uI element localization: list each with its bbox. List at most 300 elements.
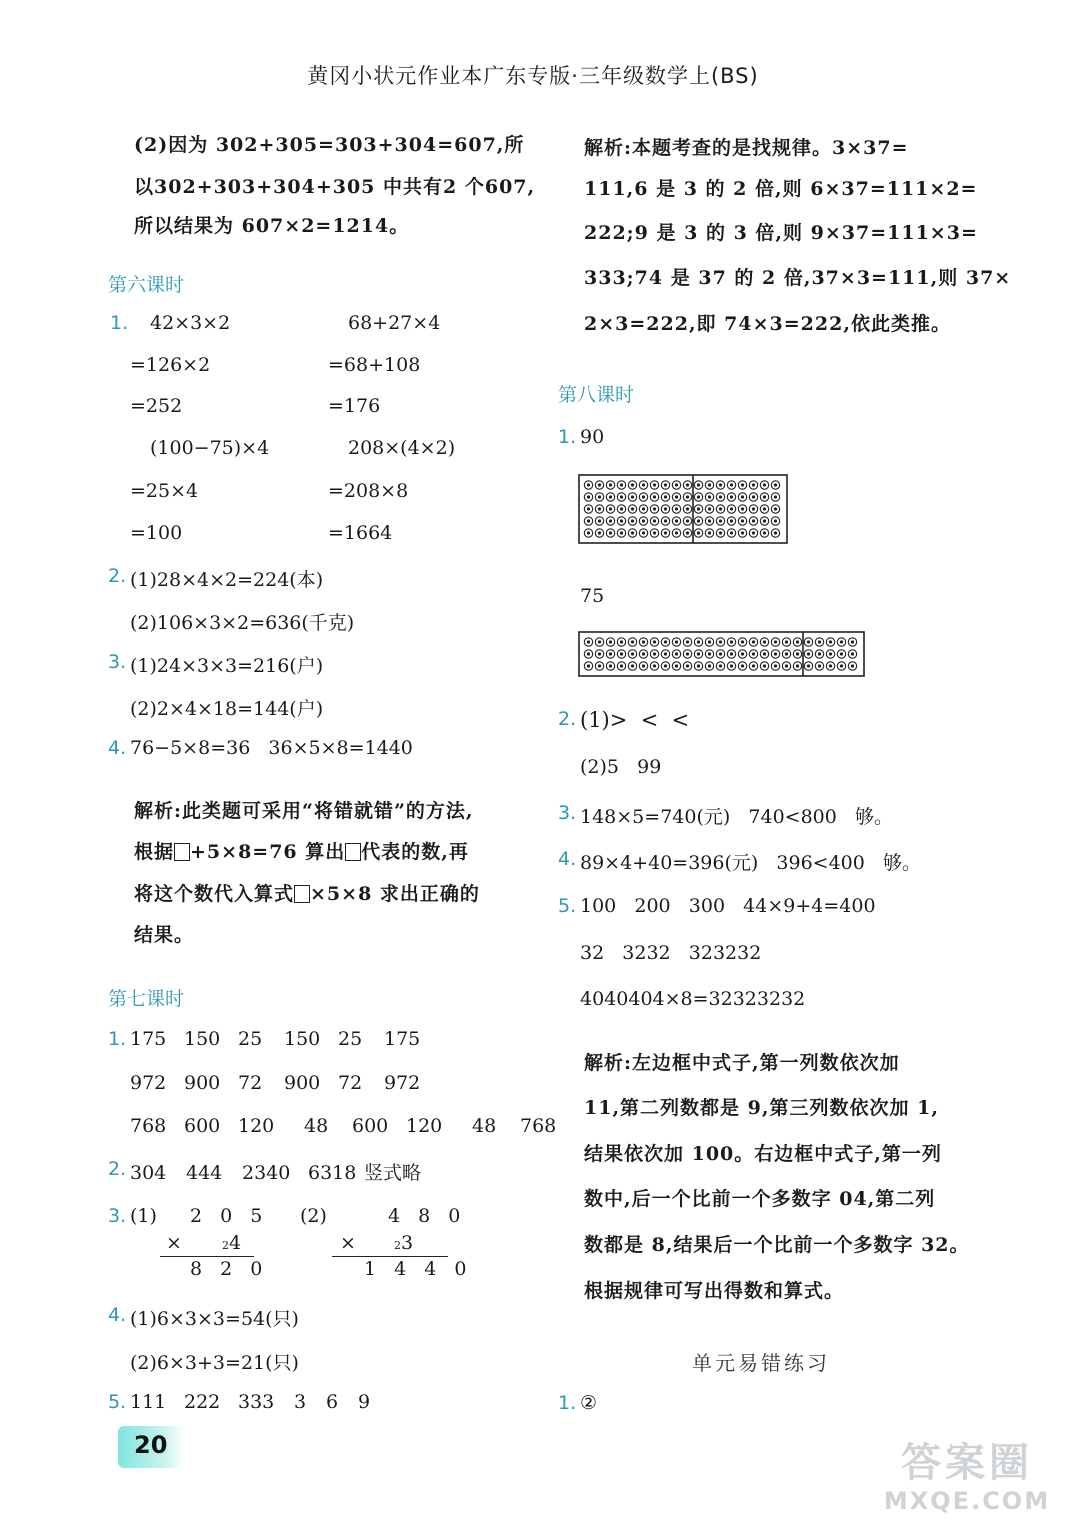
l7-q1-row-3 — [130, 1115, 556, 1137]
abacus-75-bead-center — [840, 664, 843, 667]
l6-q1-c0: (100−75)×4 — [150, 437, 270, 459]
analysis-text: +5×8=76 算出 — [190, 841, 346, 863]
abacus-90-bead-center — [609, 495, 612, 498]
abacus-75-bead-center — [807, 640, 810, 643]
l7-q4-l1: (1)6×3×3=54(只) — [130, 1308, 299, 1330]
abacus-75-bead-center — [774, 640, 777, 643]
abacus-90-bead-center — [598, 507, 601, 510]
l7-q3-p2-rule — [332, 1256, 448, 1257]
abacus-75-bead-center — [598, 640, 601, 643]
abacus-90-bead-center — [697, 495, 700, 498]
l6-q3-l1: (1)24×3×3=216(户) — [130, 655, 324, 677]
l6-q2-l2: (2)106×3×2=636(千克) — [130, 612, 355, 634]
intro-line-2: 以302+303+304+305 中共有2 个607, — [134, 176, 536, 198]
abacus-90-bead-center — [741, 495, 744, 498]
cell: 25 — [238, 1028, 263, 1050]
abacus-75-bead-center — [686, 664, 689, 667]
l7-q3-p1-label: (1) — [130, 1205, 157, 1227]
l8-analysis-line-2: 11,第二列数都是 9,第三列数依次加 1, — [584, 1097, 939, 1119]
analysis-text: 根据 — [134, 841, 175, 863]
analysis-text: ×5×8 求出正确的 — [310, 883, 480, 905]
l6-q1-d0: 208×(4×2) — [348, 437, 456, 459]
abacus-90-bead-center — [620, 519, 623, 522]
l6-q1-a2: =252 — [130, 395, 183, 417]
abacus-75-bead-center — [653, 664, 656, 667]
l8-q1-b: 75 — [580, 585, 605, 607]
abacus-90-bead-center — [708, 519, 711, 522]
l7-q3-p1-op: × — [166, 1232, 182, 1254]
abacus-90-bead-center — [774, 483, 777, 486]
abacus-90-bead-center — [609, 483, 612, 486]
abacus-90-bead-center — [675, 519, 678, 522]
abacus-90-bead-center — [697, 519, 700, 522]
abacus-75-bead-center — [697, 652, 700, 655]
abacus-90-bead-center — [774, 507, 777, 510]
l6-q3-l2: (2)2×4×18=144(户) — [130, 698, 324, 720]
l8-q5-l2: 32 3232 323232 — [580, 942, 762, 964]
abacus-90-bead-center — [675, 531, 678, 534]
abacus-90-bead-center — [620, 531, 623, 534]
abacus-75-bead-center — [620, 652, 623, 655]
cell: 768 — [130, 1115, 167, 1137]
abacus-90-bead-center — [664, 519, 667, 522]
l7-q1-row-1 — [130, 1028, 420, 1050]
abacus-75-bead-center — [763, 640, 766, 643]
abacus-75-bead-center — [686, 652, 689, 655]
l7-q3-p1-res: 8 2 0 — [190, 1258, 269, 1280]
cell: 2340 — [242, 1162, 291, 1184]
abacus-75-bead-center — [631, 652, 634, 655]
abacus-90-bead-center — [598, 519, 601, 522]
abacus-90-bead-center — [609, 519, 612, 522]
watermark-bottom: MXQE.COM — [883, 1487, 1051, 1515]
abacus-90-bead-center — [587, 495, 590, 498]
abacus-90-bead-center — [752, 483, 755, 486]
abacus-90-bead-center — [752, 495, 755, 498]
analysis-label: 解析: — [584, 137, 633, 159]
abacus-75-bead-center — [829, 652, 832, 655]
abacus-90-bead-center — [774, 531, 777, 534]
cell: 222 — [184, 1391, 221, 1413]
abacus-75-bead-center — [719, 652, 722, 655]
abacus-75-bead-center — [609, 640, 612, 643]
l7-q1-num: 1. — [108, 1028, 127, 1050]
l7-q3-p2-op: × — [340, 1232, 356, 1254]
abacus-90-bead-center — [730, 519, 733, 522]
abacus-90-bead-center — [642, 531, 645, 534]
l8-q3-num: 3. — [558, 802, 577, 824]
l7-q2-num: 2. — [108, 1158, 127, 1180]
l6-analysis-line-2 — [134, 837, 469, 864]
abacus-75-bead-center — [631, 664, 634, 667]
abacus-75-bead-center — [730, 640, 733, 643]
abacus-75-bead-center — [785, 664, 788, 667]
abacus-75-bead-center — [697, 640, 700, 643]
abacus-75-bead-center — [620, 664, 623, 667]
analysis-label: 解析: — [134, 800, 183, 822]
cell: 150 — [284, 1028, 321, 1050]
cell: 72 — [338, 1072, 363, 1094]
abacus-90-bead-center — [719, 519, 722, 522]
abacus-90-bead-center — [631, 483, 634, 486]
l6-q1-b1: =68+108 — [328, 354, 421, 376]
cell: 304 — [130, 1162, 167, 1184]
analysis-label: 解析: — [584, 1052, 633, 1074]
lesson7-title: 第七课时 — [108, 988, 185, 1010]
abacus-75-bead-center — [774, 652, 777, 655]
abacus-90-bead-center — [686, 519, 689, 522]
l7-q3-p1-mul — [222, 1232, 241, 1254]
cell: 120 — [406, 1115, 443, 1137]
abacus-90-bead-center — [730, 483, 733, 486]
abacus-90-bead-center — [664, 483, 667, 486]
abacus-75-bead-center — [587, 664, 590, 667]
cell: 972 — [384, 1072, 421, 1094]
blank-box — [174, 843, 190, 861]
cell: 111 — [130, 1391, 167, 1413]
abacus-75-bead-center — [730, 664, 733, 667]
abacus-75-bead-center — [741, 652, 744, 655]
abacus-75-bead-center — [719, 664, 722, 667]
page-number-badge — [118, 1426, 184, 1468]
r-analysis-line-5: 2×3=222,即 74×3=222,依此类推。 — [584, 313, 951, 335]
l8-q4-num: 4. — [558, 848, 577, 870]
lesson6-title: 第六课时 — [108, 274, 185, 296]
abacus-90-bead-center — [697, 531, 700, 534]
abacus-90-bead-center — [653, 483, 656, 486]
abacus-75-bead-center — [609, 652, 612, 655]
cell: 72 — [238, 1072, 263, 1094]
multiplier: 3 — [401, 1232, 414, 1254]
l7-q2-line — [130, 1158, 421, 1185]
l7-q3-num: 3. — [108, 1205, 127, 1227]
l8-q1-num: 1. — [558, 426, 577, 448]
l8-q2-l2: (2)5 99 — [580, 756, 662, 778]
abacus-75-bead-center — [675, 652, 678, 655]
l6-q2-l1: (1)28×4×2=224(本) — [130, 569, 324, 591]
abacus-75-bead-center — [631, 640, 634, 643]
r-analysis-line-1 — [584, 133, 909, 160]
abacus-90-bead-center — [631, 531, 634, 534]
analysis-text: 将这个数代入算式 — [134, 883, 295, 905]
abacus-75-bead-center — [642, 640, 645, 643]
l7-q3-p2-top: 4 8 0 — [388, 1205, 467, 1227]
abacus-90-bead-center — [719, 531, 722, 534]
intro-line-1: (2)因为 302+305=303+304=607,所 — [134, 134, 525, 156]
abacus-75-bead-center — [752, 664, 755, 667]
abacus-75-bead-center — [708, 640, 711, 643]
cell: 900 — [184, 1072, 221, 1094]
blank-box — [345, 843, 361, 861]
abacus-90-bead-center — [763, 519, 766, 522]
analysis-text: 此类题可采用“将错就错”的方法, — [182, 800, 474, 822]
l7-q5-line — [130, 1391, 370, 1413]
cell: 25 — [338, 1028, 363, 1050]
abacus-90 — [578, 474, 788, 544]
abacus-75-bead-center — [851, 640, 854, 643]
abacus-75-bead-center — [741, 640, 744, 643]
l6-analysis-line-4: 结果。 — [134, 924, 195, 946]
abacus-90-bead-center — [719, 495, 722, 498]
l6-q1-b0: 68+27×4 — [348, 312, 441, 334]
abacus-90-bead-center — [631, 495, 634, 498]
abacus-75-bead-center — [598, 652, 601, 655]
l6-q1-a1: =126×2 — [130, 354, 211, 376]
abacus-90-bead-center — [631, 519, 634, 522]
l6-analysis-line-3 — [134, 879, 480, 906]
page-header: 黄冈小状元作业本广东专版·三年级数学上(BS) — [307, 64, 759, 88]
abacus-90-bead-center — [741, 483, 744, 486]
abacus-90-bead-center — [763, 495, 766, 498]
abacus-75-bead-center — [840, 640, 843, 643]
abacus-90-bead-center — [653, 519, 656, 522]
cell: 600 — [184, 1115, 221, 1137]
l6-q1-a0: 42×3×2 — [150, 312, 231, 334]
l7-q3-p1-top: 2 0 5 — [190, 1205, 269, 1227]
analysis-text: 本题考查的是找规律。3×37= — [632, 137, 909, 159]
l7-q1-row-2 — [130, 1072, 420, 1094]
abacus-90-bead-center — [642, 483, 645, 486]
l8-analysis-line-4: 数中,后一个比前一个多数字 04,第二列 — [584, 1188, 936, 1210]
cell: 972 — [130, 1072, 167, 1094]
abacus-90-bead-center — [752, 507, 755, 510]
r-analysis-line-2: 111,6 是 3 的 2 倍,则 6×37=111×2= — [584, 178, 978, 200]
l7-q4-l2: (2)6×3+3=21(只) — [130, 1352, 299, 1374]
r-analysis-line-4: 333;74 是 37 的 2 倍,37×3=111,则 37× — [584, 267, 1012, 289]
cell: 6318 — [308, 1162, 357, 1184]
abacus-75-bead-center — [851, 664, 854, 667]
watermark-top: 答案圈 — [901, 1440, 1033, 1486]
abacus-90-bead-center — [697, 507, 700, 510]
abacus-90-bead-center — [598, 483, 601, 486]
l7-q3-p2-res: 1 4 4 0 — [364, 1258, 473, 1280]
abacus-75-bead-center — [730, 652, 733, 655]
abacus-90-bead-center — [763, 483, 766, 486]
cell: 150 — [184, 1028, 221, 1050]
abacus-75-bead-center — [653, 640, 656, 643]
l6-q1-d1: =208×8 — [328, 480, 409, 502]
watermark-logo — [882, 1440, 1052, 1528]
abacus-75-bead-center — [818, 664, 821, 667]
abacus-90-bead-center — [587, 531, 590, 534]
abacus-90-bead-center — [675, 495, 678, 498]
abacus-90-bead-center — [708, 495, 711, 498]
cell: 600 — [352, 1115, 389, 1137]
l8-analysis-line-1 — [584, 1048, 900, 1075]
l6-q4-line: 76−5×8=36 36×5×8=1440 — [130, 737, 413, 759]
l8-q2-num: 2. — [558, 708, 577, 730]
abacus-90-bead-center — [774, 519, 777, 522]
abacus-75-bead-center — [807, 652, 810, 655]
l6-q1-b2: =176 — [328, 395, 381, 417]
abacus-90-bead-center — [587, 519, 590, 522]
abacus-75-bead-center — [642, 664, 645, 667]
abacus-75-bead-center — [785, 640, 788, 643]
abacus-90-bead-center — [708, 483, 711, 486]
l8-q4-line: 89×4+40=396(元) 396<400 够。 — [580, 852, 921, 874]
l7-q3-p2-mul — [394, 1232, 413, 1254]
abacus-75 — [578, 631, 865, 677]
abacus-75-bead-center — [752, 640, 755, 643]
abacus-75-bead-center — [719, 640, 722, 643]
l7-q3-p1-rule — [160, 1256, 254, 1257]
abacus-90-bead-center — [686, 483, 689, 486]
unit-q1-num: 1. — [558, 1392, 577, 1414]
abacus-75-bead-center — [818, 652, 821, 655]
abacus-75-bead-center — [609, 664, 612, 667]
l8-analysis-line-5: 数都是 8,结果后一个比前一个多数字 32。 — [584, 1234, 970, 1256]
abacus-75-bead-center — [840, 652, 843, 655]
abacus-75-bead-center — [620, 640, 623, 643]
abacus-90-bead-center — [620, 507, 623, 510]
abacus-90-bead-center — [642, 519, 645, 522]
abacus-90-bead-center — [686, 495, 689, 498]
abacus-75-bead-center — [664, 652, 667, 655]
abacus-75-bead-center — [752, 652, 755, 655]
intro-line-3: 所以结果为 607×2=1214。 — [134, 215, 410, 237]
abacus-75-bead-center — [741, 664, 744, 667]
abacus-90-bead-center — [686, 507, 689, 510]
abacus-75-bead-center — [796, 640, 799, 643]
abacus-90-bead-center — [697, 483, 700, 486]
abacus-75-bead-center — [708, 664, 711, 667]
l6-analysis-line-1 — [134, 796, 474, 823]
cell: 333 — [238, 1391, 275, 1413]
abacus-90-bead-center — [774, 495, 777, 498]
cell: 175 — [130, 1028, 167, 1050]
abacus-90-bead-center — [708, 531, 711, 534]
l6-q1-c1: =25×4 — [130, 480, 199, 502]
abacus-75-bead-center — [785, 652, 788, 655]
l8-q1-a: 90 — [580, 426, 605, 448]
l7-q4-num: 4. — [108, 1304, 127, 1326]
l6-q3-num: 3. — [108, 651, 127, 673]
cell: 120 — [238, 1115, 275, 1137]
abacus-90-bead-center — [653, 531, 656, 534]
abacus-90-bead-center — [730, 507, 733, 510]
abacus-75-bead-center — [763, 652, 766, 655]
abacus-90-bead-center — [741, 507, 744, 510]
abacus-75-bead-center — [653, 652, 656, 655]
cell: 6 — [326, 1391, 339, 1413]
abacus-90-bead-center — [730, 495, 733, 498]
abacus-90-bead-center — [741, 519, 744, 522]
abacus-90-bead-center — [653, 495, 656, 498]
l6-q1-d2: =1664 — [328, 522, 393, 544]
abacus-90-bead-center — [730, 531, 733, 534]
abacus-75-bead-center — [675, 640, 678, 643]
abacus-75-bead-center — [598, 664, 601, 667]
l8-q5-l3: 4040404×8=32323232 — [580, 988, 806, 1010]
abacus-90-bead-center — [664, 531, 667, 534]
l6-q1-c2: =100 — [130, 522, 183, 544]
l8-analysis-line-6: 根据规律可写出得数和算式。 — [584, 1280, 845, 1302]
l8-q5-num: 5. — [558, 895, 577, 917]
abacus-75-bead-center — [664, 640, 667, 643]
l6-q1-num: 1. — [110, 312, 129, 334]
abacus-90-bead-center — [664, 507, 667, 510]
l7-q5-num: 5. — [108, 1391, 127, 1413]
cell: 900 — [284, 1072, 321, 1094]
abacus-90-bead-center — [620, 483, 623, 486]
abacus-75-bead-center — [829, 640, 832, 643]
abacus-75-bead-center — [796, 664, 799, 667]
abacus-75-bead-center — [587, 652, 590, 655]
abacus-90-bead-center — [598, 495, 601, 498]
l8-q5-l1: 100 200 300 44×9+4=400 — [580, 895, 876, 917]
l8-analysis-line-3: 结果依次加 100。右边框中式子,第一列 — [584, 1143, 942, 1165]
unit-review-title: 单元易错练习 — [692, 1351, 830, 1375]
abacus-90-bead-center — [675, 483, 678, 486]
abacus-90-bead-center — [620, 495, 623, 498]
abacus-90-bead-center — [653, 507, 656, 510]
abacus-75-bead-center — [675, 664, 678, 667]
abacus-90-bead-center — [741, 531, 744, 534]
abacus-90-bead-center — [587, 483, 590, 486]
abacus-75-bead-center — [818, 640, 821, 643]
abacus-75-bead-center — [642, 652, 645, 655]
cell: 48 — [472, 1115, 497, 1137]
cell: 3 — [294, 1391, 307, 1413]
abacus-75-bead-center — [686, 640, 689, 643]
cell: 9 — [358, 1391, 371, 1413]
l6-q4-num: 4. — [108, 737, 127, 759]
abacus-90-bead-center — [752, 531, 755, 534]
blank-box — [294, 885, 310, 903]
carry-digit: 2 — [394, 1239, 401, 1252]
abacus-75-bead-center — [697, 664, 700, 667]
abacus-90-bead-center — [609, 531, 612, 534]
abacus-90-bead-center — [675, 507, 678, 510]
cell: 768 — [520, 1115, 557, 1137]
abacus-75-bead-center — [708, 652, 711, 655]
abacus-90-bead-center — [763, 531, 766, 534]
analysis-text: 代表的数,再 — [361, 841, 469, 863]
r-analysis-line-3: 222;9 是 3 的 3 倍,则 9×37=111×3= — [584, 222, 978, 244]
analysis-text: 左边框中式子,第一列数依次加 — [632, 1052, 900, 1074]
l6-q2-num: 2. — [108, 565, 127, 587]
carry-digit: 2 — [222, 1239, 229, 1252]
l8-q3-line: 148×5=740(元) 740<800 够。 — [580, 806, 893, 828]
multiplier: 4 — [229, 1232, 242, 1254]
abacus-90-bead-center — [719, 483, 722, 486]
abacus-75-bead-center — [587, 640, 590, 643]
abacus-90-bead-center — [642, 495, 645, 498]
page-number: 20 — [134, 1431, 168, 1459]
abacus-90-bead-center — [752, 519, 755, 522]
abacus-90-bead-center — [708, 507, 711, 510]
cell: 444 — [186, 1162, 223, 1184]
abacus-75-bead-center — [774, 664, 777, 667]
cell: 48 — [304, 1115, 329, 1137]
abacus-75-bead-center — [796, 652, 799, 655]
abacus-75-bead-center — [807, 664, 810, 667]
cell: 175 — [384, 1028, 421, 1050]
abacus-90-bead-center — [587, 507, 590, 510]
abacus-75-bead-center — [664, 664, 667, 667]
abacus-90-bead-center — [609, 507, 612, 510]
cell: 竖式略 — [364, 1162, 422, 1184]
abacus-90-bead-center — [598, 531, 601, 534]
abacus-90-bead-center — [642, 507, 645, 510]
lesson8-title: 第八课时 — [558, 384, 635, 406]
abacus-90-bead-center — [664, 495, 667, 498]
l7-q3-p2-label: (2) — [300, 1205, 327, 1227]
abacus-90-bead-center — [686, 531, 689, 534]
abacus-75-bead-center — [763, 664, 766, 667]
abacus-90-bead-center — [763, 507, 766, 510]
abacus-75-bead-center — [829, 664, 832, 667]
